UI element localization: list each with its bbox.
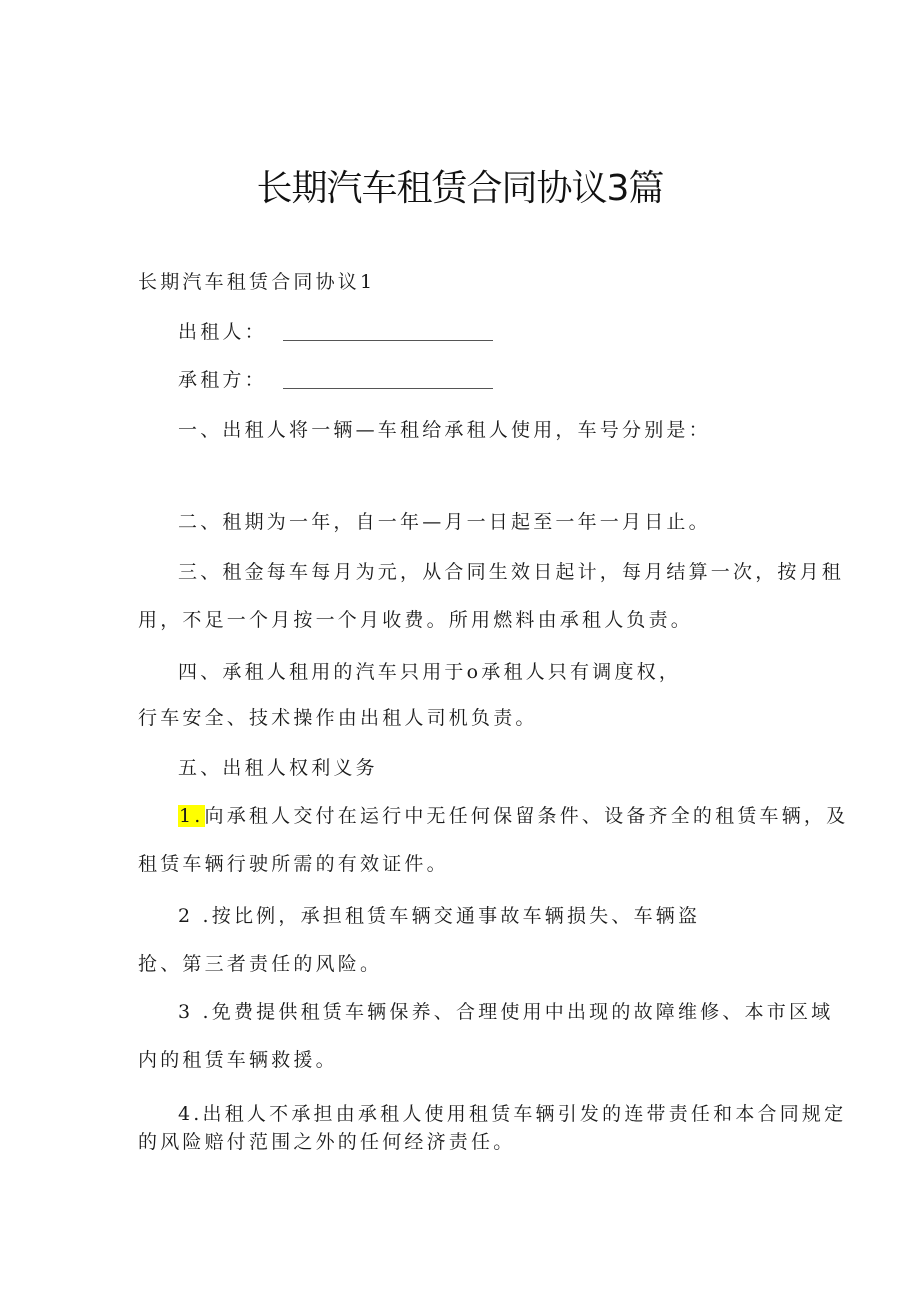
item-2-line-1: 2 .按比例，承担租赁车辆交通事故车辆损失、车辆盗 — [178, 905, 701, 927]
lessor-label: 出租人： — [178, 321, 267, 343]
lessor-line — [178, 320, 493, 344]
contract-subtitle: 长期汽车租赁合同协议1 — [138, 271, 376, 293]
item-1-line-2: 租赁车辆行驶所需的有效证件。 — [138, 853, 449, 875]
item-3-line-1: 3 .免费提供租赁车辆保养、合理使用中出现的故障维修、本市区域 — [178, 1001, 834, 1023]
highlighted-number: 1. — [179, 805, 204, 827]
lessee-label: 承租方： — [178, 369, 267, 391]
item-3-line-2: 内的租赁车辆救援。 — [138, 1049, 338, 1071]
item-1-text: 向承租人交付在运行中无任何保留条件、设备齐全的租赁车辆，及 — [204, 805, 849, 827]
item-4-line-2: 的风险赔付范围之外的任何经济责任。 — [138, 1131, 516, 1153]
clause-1: 一、出租人将一辆—车租给承租人使用，车号分别是： — [178, 419, 711, 441]
item-4-line-1: 4.出租人不承担由承租人使用租赁车辆引发的连带责任和本合同规定 — [178, 1103, 847, 1125]
item-1-line-1 — [178, 804, 848, 828]
document-title: 长期汽车租赁合同协议3篇 — [256, 168, 664, 209]
clause-3-line-1: 三、租金每车每月为元，从合同生效日起计，每月结算一次，按月租 — [178, 561, 845, 583]
clause-4-line-1: 四、承租人租用的汽车只用于o承租人只有调度权， — [178, 661, 682, 683]
lessee-line — [178, 368, 493, 392]
lessee-blank-field — [283, 374, 493, 389]
lessor-blank-field — [283, 326, 493, 341]
clause-2: 二、租期为一年，自一年—月一日起至一年一月日止。 — [178, 511, 711, 533]
clause-3-line-2: 用，不足一个月按一个月收费。所用燃料由承租人负责。 — [138, 609, 694, 631]
item-2-line-2: 抢、第三者责任的风险。 — [138, 953, 383, 975]
clause-4-line-2: 行车安全、技术操作由出租人司机负责。 — [138, 707, 538, 729]
clause-5-heading: 五、出租人权利义务 — [178, 757, 378, 779]
